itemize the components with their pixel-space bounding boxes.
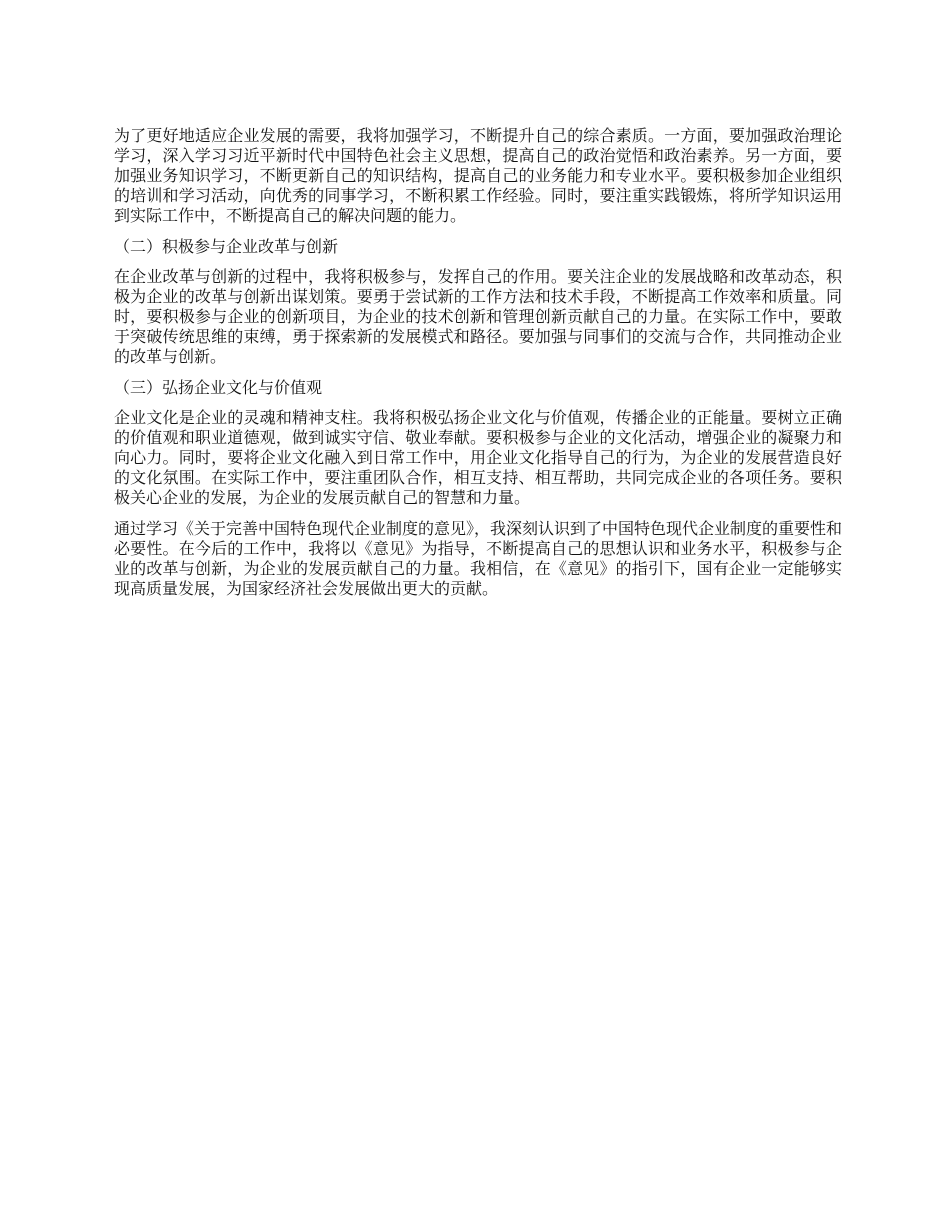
section-heading-reform: （二）积极参与企业改革与创新 [114,237,339,256]
paragraph-study: 为了更好地适应企业发展的需要，我将加强学习，不断提升自己的综合素质。一方面，要加强政治理论学习，深入学习习近平新时代中国特色社会主义思想，提高自己的政治觉悟和政治素养。另一方面，要加强业务知识学习，不断更新自己的知识结构，提高自己的业务能力和专业水平。要积极参加企业组织的培训和学习活动，向优秀的同事学习，不断积累工作经验。同时，要注重实践锻炼，将所学知识运用到实际工作中，不断提高自己的解决问题的能力。 [114,126,842,225]
document-page [114,126,842,610]
paragraph-culture: 企业文化是企业的灵魂和精神支柱。我将积极弘扬企业文化与价值观，传播企业的正能量。要树立正确的价值观和职业道德观，做到诚实守信、敬业奉献。要积极参与企业的文化活动，增强企业的凝聚力和向心力。同时，要将企业文化融入到日常工作中，用企业文化指导自己的行为，为企业的发展营造良好的文化氛围。在实际工作中，要注重团队合作，相互支持、相互帮助，共同完成企业的各项任务。要积极关心企业的发展，为企业的发展贡献自己的智慧和力量。 [114,408,842,507]
paragraph-conclusion: 通过学习《关于完善中国特色现代企业制度的意见》，我深刻认识到了中国特色现代企业制度的重要性和必要性。在今后的工作中，我将以《意见》为指导，不断提高自己的思想认识和业务水平，积极参与企业的改革与创新，为企业的发展贡献自己的力量。我相信，在《意见》的指引下，国有企业一定能够实现高质量发展，为国家经济社会发展做出更大的贡献。 [114,519,843,598]
paragraph-reform: 在企业改革与创新的过程中，我将积极参与，发挥自己的作用。要关注企业的发展战略和改革动态，积极为企业的改革与创新出谋划策。要勇于尝试新的工作方法和技术手段，不断提高工作效率和质量。同时，要积极参与企业的创新项目，为企业的技术创新和管理创新贡献自己的力量。在实际工作中，要敢于突破传统思维的束缚，勇于探索新的发展模式和路径。要加强与同事们的交流与合作，共同推动企业的改革与创新。 [114,267,842,366]
section-heading-culture: （三）弘扬企业文化与价值观 [114,378,323,397]
